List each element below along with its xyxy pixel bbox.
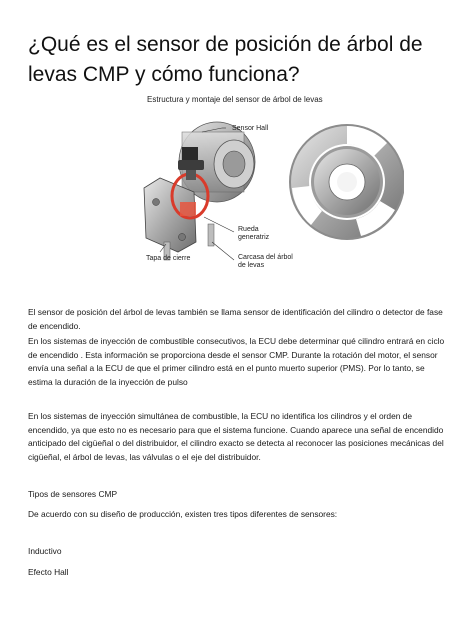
sensor-diagram-illustration — [142, 92, 404, 280]
page-title: ¿Qué es el sensor de posición de árbol de levas CMP y cómo funciona? — [28, 33, 423, 86]
paragraph-sensor-types-heading: Tipos de sensores CMP — [28, 489, 118, 499]
trigger-wheel-gear-shape — [289, 124, 404, 240]
list-item-inductive: Inductivo — [28, 546, 62, 556]
paragraph-simultaneous-injection: En los sistemas de inyección simultánea de combustible, la ECU no identifica los cilindros y el orden de encendido, ya que esto no es necesario para que el sistema funcione. Cuando aparece una señal de encendido anticipado del cigüeñal o del distribuidor, el cilindro exacto se detecta al reconocer las posiciones mecánicas del cigüeñal, el árbol de levas, las válvulas o el eje del distribuidor. — [28, 411, 444, 462]
paragraph-sensor-types-intro: De acuerdo con su diseño de producción, existen tres tipos diferentes de sensores: — [28, 509, 338, 519]
list-item-hall-effect: Efecto Hall — [28, 567, 69, 577]
paragraph-sequential-injection: En los sistemas de inyección de combustible consecutivos, la ECU debe determinar qué cilindro entrará en ciclo de encendido . Esta información se proporciona desde el sensor CMP. Durante la rotación del motor, el sensor envía una señal a la ECU de que el primer cilindro está en el punto muerto superior (PMS). Por lo tanto, se estima la duración de la inyección de pulso — [28, 336, 445, 387]
figure-caption: Estructura y montaje del sensor de árbol de levas — [147, 95, 323, 104]
label-housing: Carcasa del árbol de levas — [238, 254, 293, 269]
label-trigger-wheel: Rueda generatriz — [238, 226, 270, 241]
label-cover: Tapa de cierre — [146, 255, 191, 262]
sensor-diagram-figure — [142, 92, 404, 280]
label-hall-sensor: Sensor Hall — [232, 125, 269, 132]
paragraph-intro: El sensor de posición del árbol de levas también se llama sensor de identificación del cilindro o detector de fase de encendido. — [28, 307, 443, 331]
